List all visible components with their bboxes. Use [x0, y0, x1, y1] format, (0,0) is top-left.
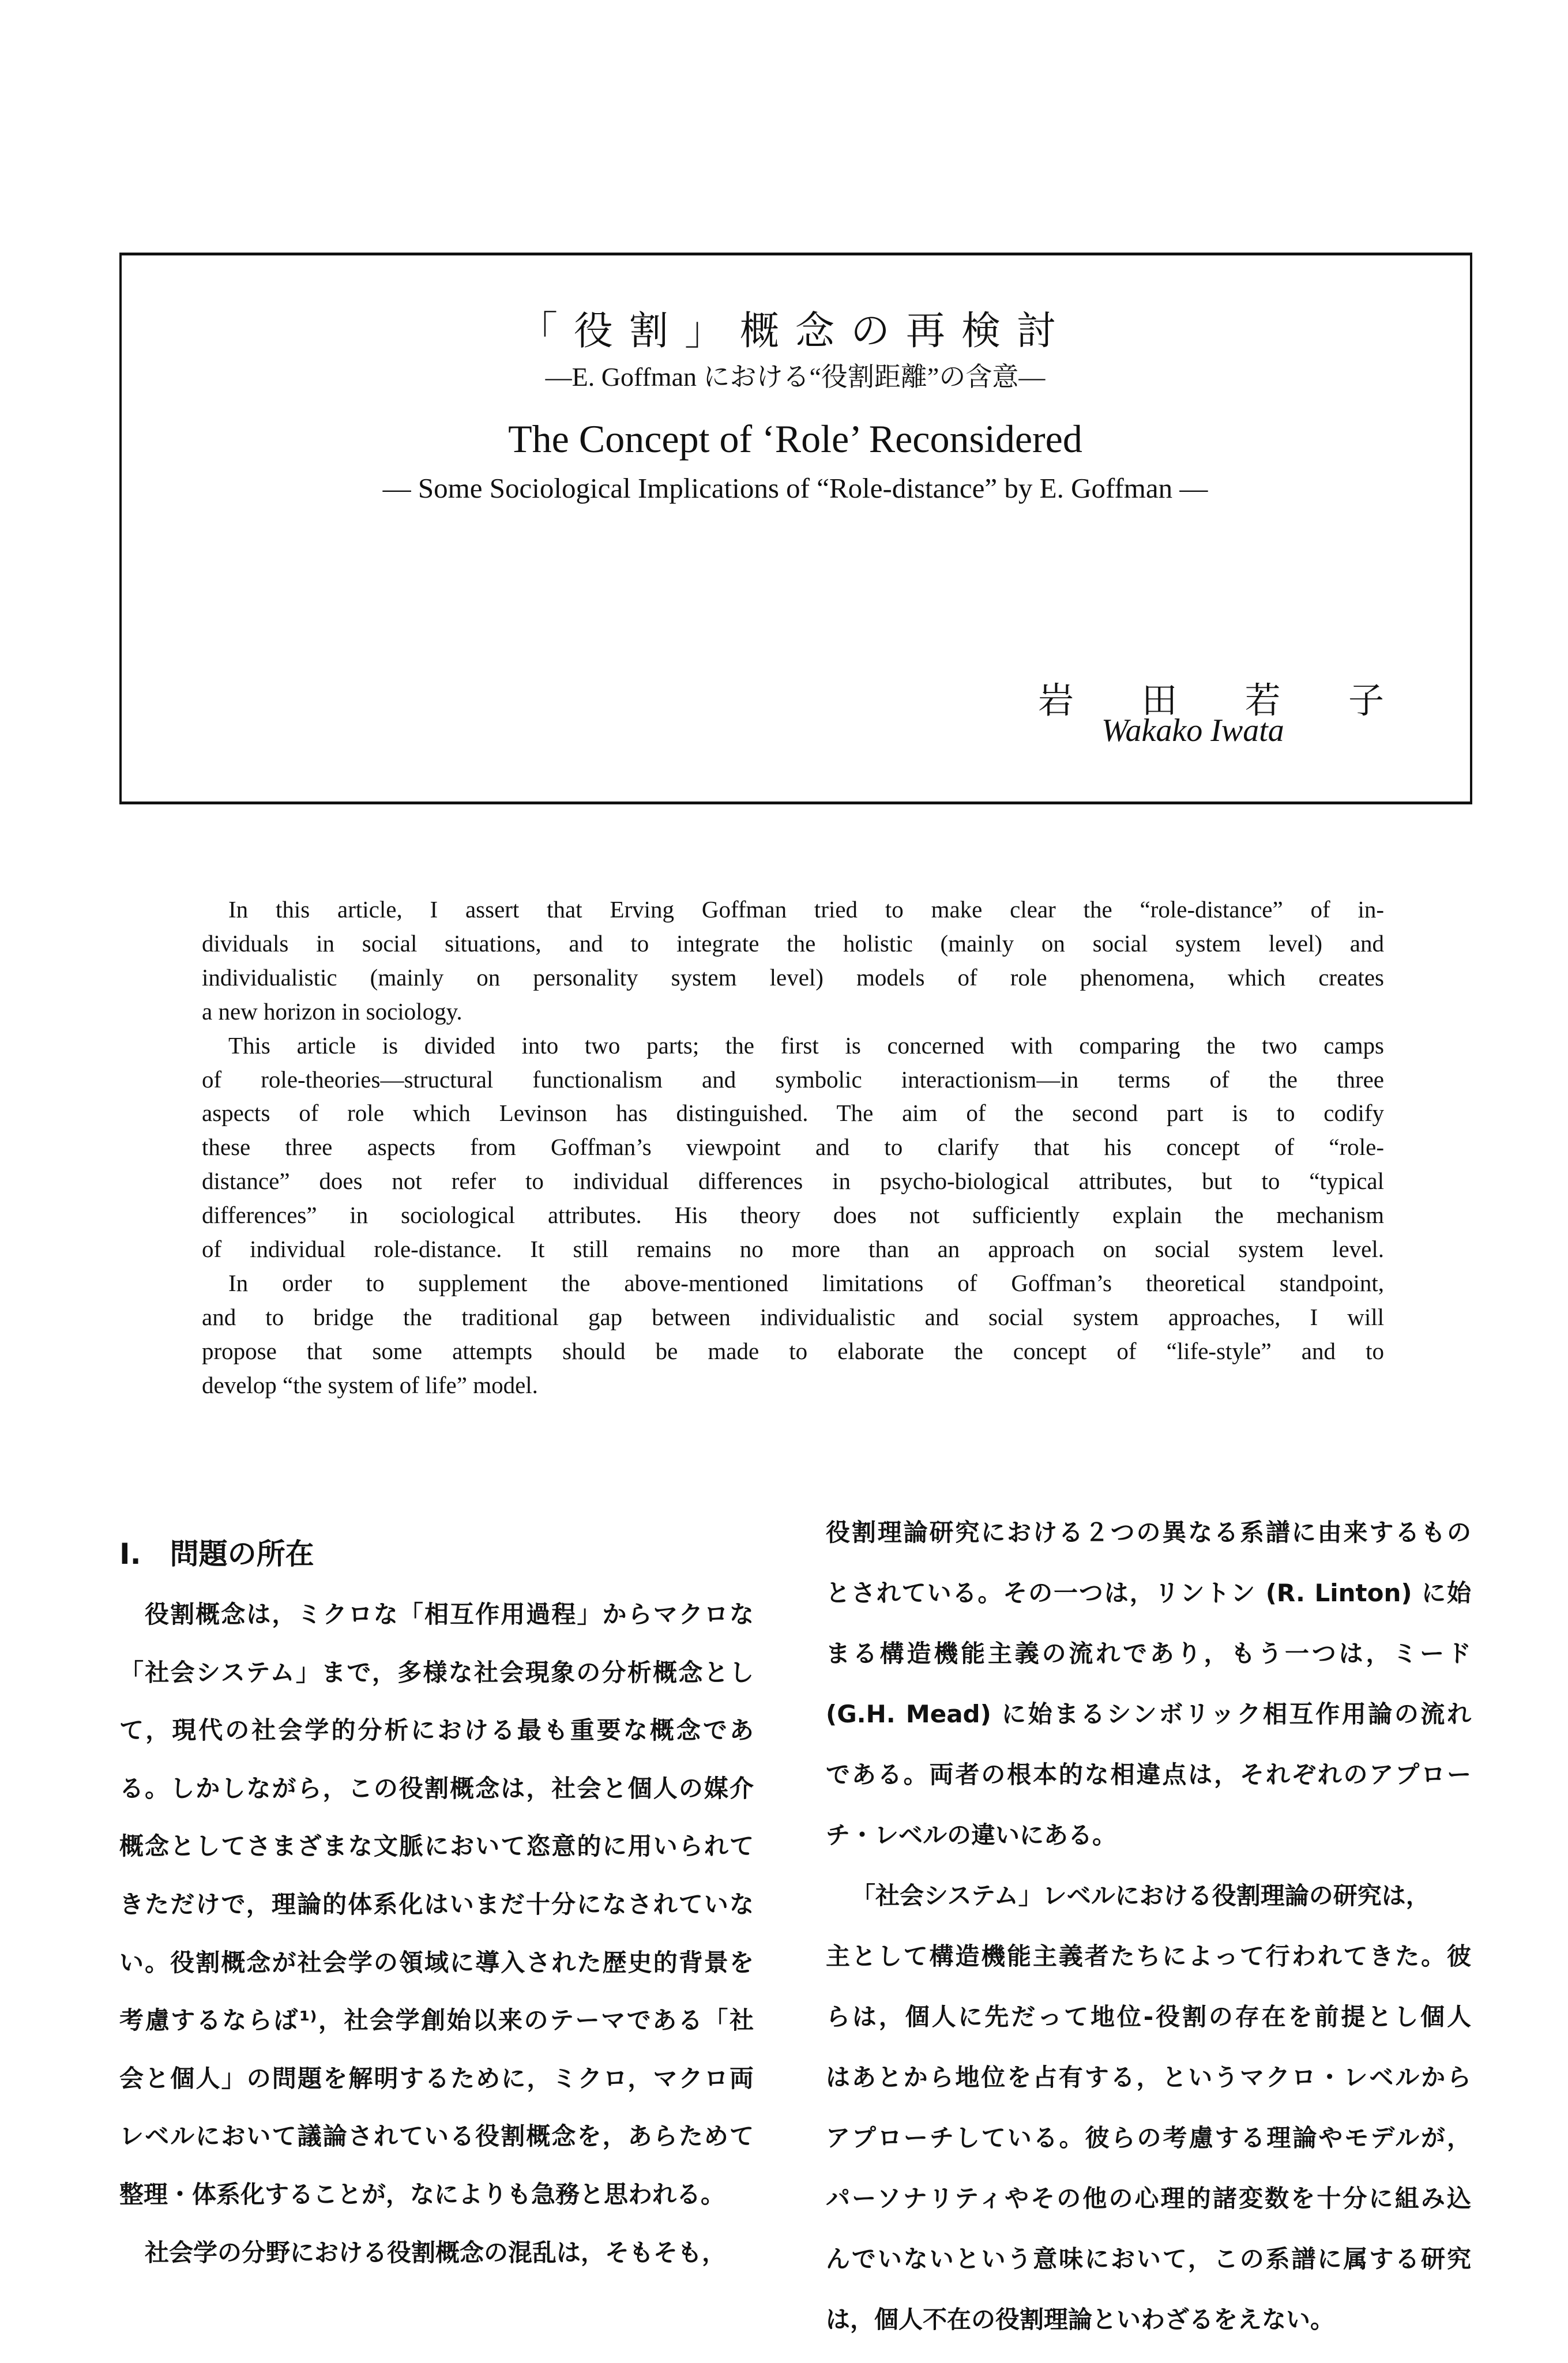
english-subtitle: — Some Sociological Implications of “Role-distance” by E. Goffman —	[382, 472, 1208, 504]
text-line: In order to supplement the above-mentioned limitations of Goffman’s theoretical standpoint,	[228, 1269, 1384, 1296]
text-line: 考慮するならば¹⁾，社会学創始以来のテーマである「社	[119, 2006, 754, 2035]
text-line: である。両者の根本的な相違点は，それぞれのアプロー	[826, 1760, 1471, 1789]
text-line: a new horizon in sociology.	[202, 998, 462, 1025]
text-line: は，個人不在の役割理論といわざるをえない。	[826, 2305, 1335, 2334]
text-line: 概念としてさまざまな文脈において恣意的に用いられて	[119, 1832, 754, 1861]
english-title: The Concept of ‘Role’ Reconsidered	[508, 417, 1082, 461]
text-line: まる構造機能主義の流れであり，もう一つは，ミード	[826, 1639, 1471, 1668]
author-char: 田	[1141, 682, 1178, 721]
text-line: パーソナリティやその他の心理的諸変数を十分に組み込	[826, 2184, 1471, 2213]
text-line: (G.H. Mead) に始まるシンボリック相互作用論の流れ	[826, 1700, 1471, 1728]
text-line: る。しかしながら，この役割概念は，社会と個人の媒介	[119, 1774, 754, 1803]
text-line: of role-theories—structural functionalism and symbolic interactionism—in terms of the three	[202, 1066, 1384, 1093]
text-line: い。役割概念が社会学の領域に導入された歴史的背景を	[119, 1948, 754, 1977]
text-line: きただけで，理論的体系化はいまだ十分になされていな	[119, 1890, 754, 1918]
text-line: In this article, I assert that Erving Goffman tried to make clear the “role-distance” of in-	[228, 896, 1384, 923]
text-line: て，現代の社会学的分析における最も重要な概念であ	[119, 1716, 754, 1745]
text-line: of individual role-distance. It still remains no more than an approach on social system level.	[202, 1236, 1384, 1263]
title-box-top-rule	[119, 253, 1472, 255]
author-char: 子	[1348, 682, 1384, 721]
text-line: とされている。その一つは，リントン (R. Linton) に始	[826, 1579, 1471, 1607]
text-line: This article is divided into two parts; the first is concerned with comparing the two camps	[228, 1032, 1384, 1059]
text-line: 役割理論研究における２つの異なる系譜に由来するもの	[826, 1518, 1471, 1547]
text-line: レベルにおいて議論されている役割概念を，あらためて	[119, 2122, 754, 2151]
text-line: 整理・体系化することが，なによりも急務と思われる。	[119, 2180, 725, 2208]
text-line: propose that some attempts should be made to elaborate the concept of “life-style” and to	[202, 1337, 1384, 1364]
section-heading: I. 問題の所在	[119, 1537, 314, 1571]
text-line: individualistic (mainly on personality system level) models of role phenomena, which creates	[202, 964, 1384, 991]
body-left-column	[119, 1597, 754, 2293]
japanese-subtitle: —E. Goffman における“役割距離”の含意—	[545, 362, 1046, 392]
text-line: these three aspects from Goffman’s viewpoint and to clarify that his concept of “role-	[202, 1134, 1384, 1161]
text-line: differences” in sociological attributes. His theory does not sufficiently explain the mechanism	[202, 1202, 1384, 1229]
text-line: 社会学の分野における役割概念の混乱は，そもそも，	[145, 2238, 727, 2267]
text-line: チ・レベルの違いにある。	[826, 1821, 1117, 1849]
abstract	[202, 893, 1384, 1402]
text-line: 「社会システム」レベルにおける役割理論の研究は，	[851, 1882, 1430, 1910]
author-char: 岩	[1038, 682, 1074, 721]
text-line: and to bridge the traditional gap between individualistic and social system approaches, I will	[202, 1303, 1384, 1330]
japanese-title: 「役割」概念の再検討	[518, 309, 1072, 353]
text-line: んでいないという意味において，この系譜に属する研究	[826, 2245, 1471, 2273]
text-line: 役割概念は，ミクロな「相互作用過程」からマクロな	[145, 1600, 754, 1628]
text-line: distance” does not refer to individual differences in psycho-biological attributes, but to “typical	[202, 1168, 1384, 1195]
text-line: dividuals in social situations, and to integrate the holistic (mainly on social system level) and	[202, 930, 1384, 957]
text-line: aspects of role which Levinson has distinguished. The aim of the second part is to codify	[202, 1100, 1384, 1127]
author-name-english: Wakako Iwata	[1101, 713, 1284, 748]
text-line: アプローチしている。彼らの考慮する理論やモデルが，	[826, 2124, 1471, 2152]
body-right-column	[826, 1515, 1471, 2363]
text-line: らは，個人に先だって地位-役割の存在を前提とし個人	[826, 2003, 1471, 2031]
text-line: はあとから地位を占有する，というマクロ・レベルから	[826, 2063, 1471, 2091]
text-line: 会と個人」の問題を解明するために，ミクロ，マクロ両	[119, 2064, 754, 2093]
author-char: 若	[1244, 682, 1281, 721]
text-line: develop “the system of life” model.	[202, 1371, 538, 1398]
title-box-bottom-rule	[119, 802, 1472, 804]
text-line: 「社会システム」まで，多様な社会現象の分析概念とし	[119, 1658, 754, 1687]
text-line: 主として構造機能主義者たちによって行われてきた。彼	[826, 1942, 1471, 1970]
